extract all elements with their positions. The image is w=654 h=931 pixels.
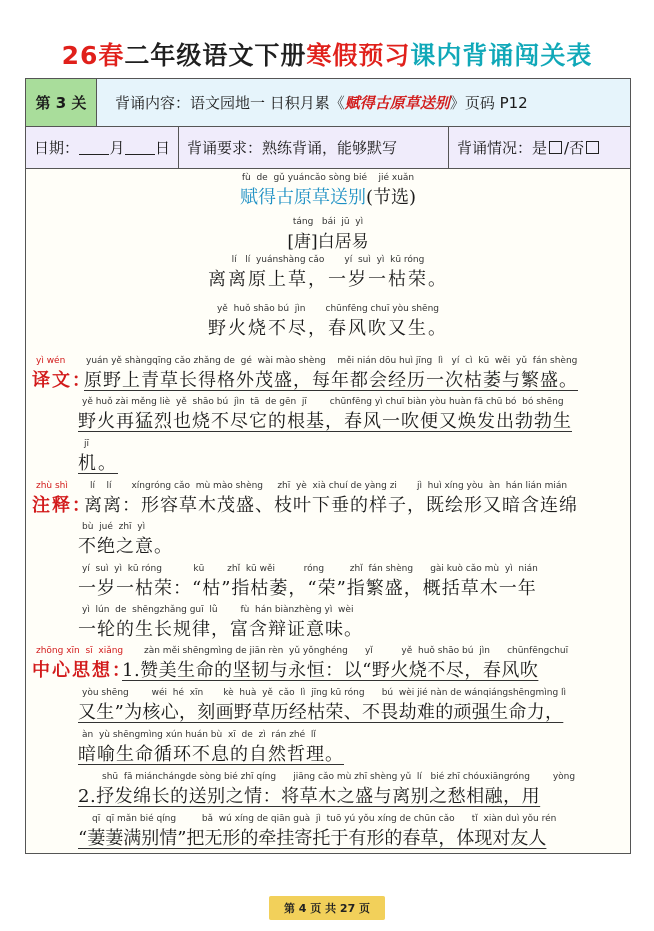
notes-line-4: 一轮的生长规律，富含辩证意味。 bbox=[78, 619, 363, 640]
theme-t5-pinyin: qī qī mǎn bié qíng bǎ wú xíng de qiān guà jì tuō yú yǒu xíng de chūn cǎo tǐ xiàn duì yǒu rén bbox=[92, 814, 557, 824]
author-pinyin: táng bái jū yì bbox=[292, 217, 364, 227]
header-row-1 bbox=[26, 79, 630, 127]
translation-label-pinyin: yì wén bbox=[36, 356, 66, 366]
translation-line-3: 机。 bbox=[78, 453, 118, 474]
title-year: 26 bbox=[61, 41, 99, 70]
page-ref: 》页码 P12 bbox=[449, 94, 528, 112]
content-cell bbox=[96, 79, 536, 126]
date-cell bbox=[26, 127, 178, 168]
notes-label: 注释： bbox=[32, 495, 92, 516]
translation-line-2: 野火再猛烈也烧不尽它的根基，春风一吹便又焕发出勃勃生 bbox=[78, 411, 572, 432]
day-blank[interactable] bbox=[125, 140, 155, 155]
poem-title-ref: 赋得古原草送别 bbox=[344, 94, 450, 112]
month-label: 月 bbox=[109, 139, 125, 157]
page-number-badge: 第 4 页 共 27 页 bbox=[269, 896, 385, 920]
notes-n1-pinyin: lí lí xíngróng cǎo mù mào shèng zhī yè xià chuí de yàng zi jì huì xíng yòu àn hán lián mián bbox=[90, 481, 568, 491]
theme-label-pinyin: zhōng xīn sī xiǎng bbox=[36, 646, 124, 656]
status-cell bbox=[448, 127, 630, 168]
status-no-label: /否 bbox=[564, 139, 585, 157]
yes-checkbox[interactable] bbox=[549, 141, 562, 154]
theme-line-1: 1.赞美生命的坚韧与永恒：以“野火烧不尽，春风吹 bbox=[122, 660, 539, 681]
notes-n3-pinyin: yí suì yì kū róng kū zhǐ kū wěi róng zhǐ fán shèng gài kuò cǎo mù yì nián bbox=[82, 564, 538, 574]
requirement-cell: 背诵要求：熟练背诵，能够默写 bbox=[178, 127, 448, 168]
theme-line-4: 2.抒发绵长的送别之情：将草木之盛与离别之愁相融，用 bbox=[78, 786, 541, 807]
header-row-2 bbox=[26, 127, 630, 169]
theme-t2-pinyin: yòu shēng wéi hé xīn kè huà yě cǎo lì jīng kū róng bú wèi jié nàn de wánqiángshēngmìng lì bbox=[82, 688, 567, 698]
notes-n4-pinyin: yì lún de shēngzhǎng guī lǜ fù hán biànzhèng yì wèi bbox=[82, 605, 354, 615]
date-label: 日期： bbox=[34, 139, 80, 157]
notes-line-2: 不绝之意。 bbox=[78, 536, 173, 557]
translation-l1-pinyin: yuán yě shàngqīng cǎo zhǎng de gé wài mào shèng měi nián dōu huì jīng lì yí cì kū wěi yǔ fán shèng bbox=[86, 356, 578, 366]
theme-t1-pinyin: zàn měi shēngmìng de jiān rèn yǔ yǒnghéng yǐ yě huǒ shāo bú jìn chūnfēngchuī bbox=[144, 646, 569, 656]
line2-text: 野火烧不尽，春风吹又生。 bbox=[208, 318, 448, 339]
notes-line-1: 离离：形容草木茂盛、枝叶下垂的样子，既绘形又暗含连绵 bbox=[84, 495, 578, 516]
title-season: 春 bbox=[98, 41, 125, 70]
line1-pinyin: lí lí yuánshàng cǎo yí suì yì kū róng bbox=[231, 255, 425, 265]
translation-l3-pinyin: jī bbox=[84, 439, 90, 449]
theme-line-2: 又生”为核心，刻画野草历经枯荣、不畏劫难的顽强生命力， bbox=[78, 702, 564, 723]
theme-t3-pinyin: àn yù shēngmìng xún huán bù xī de zì rán zhé lǐ bbox=[82, 730, 316, 740]
notes-n2-pinyin: bù jué zhī yì bbox=[82, 522, 146, 532]
theme-line-3: 暗喻生命循环不息的自然哲理。 bbox=[78, 744, 344, 765]
poem-title-suffix: (节选) bbox=[365, 187, 417, 208]
poem-title: 赋得古原草送别 bbox=[239, 187, 366, 208]
poem-author: [唐]白居易 bbox=[287, 232, 369, 252]
translation-line-1: 原野上青草长得格外茂盛，每年都会经历一次枯萎与繁盛。 bbox=[84, 370, 578, 391]
level-cell: 第 3 关 bbox=[26, 79, 96, 126]
theme-label: 中心思想： bbox=[32, 660, 132, 681]
title-preview: 寒假预习 bbox=[306, 41, 411, 70]
month-blank[interactable] bbox=[79, 140, 109, 155]
poem-title-block bbox=[26, 173, 630, 209]
content-text: 语文园地一 日积月累《 bbox=[190, 94, 345, 112]
poem-line-1 bbox=[26, 255, 630, 291]
status-label: 背诵情况：是 bbox=[457, 139, 548, 157]
line2-pinyin: yě huǒ shāo bú jìn chūnfēng chuī yòu shēng bbox=[216, 304, 439, 314]
recitation-table bbox=[25, 78, 631, 854]
title-table: 课内背诵闯关表 bbox=[410, 41, 593, 70]
translation-l2-pinyin: yě huǒ zài měng liè yě shāo bú jìn tā de gēn jī chūnfēng yì chuī biàn yòu huàn fā chū bó bó shēng bbox=[82, 397, 564, 407]
poem-title-pinyin: fù de gǔ yuáncǎo sòng bié jié xuǎn bbox=[241, 173, 415, 183]
content-label: 背诵内容： bbox=[115, 94, 191, 112]
title-grade: 二年级语文下册 bbox=[124, 41, 307, 70]
notes-line-3: 一岁一枯荣：“枯”指枯萎，“荣”指繁盛，概括草木一年 bbox=[78, 578, 537, 599]
day-label: 日 bbox=[154, 139, 170, 157]
theme-t4-pinyin: shū fā miánchángde sòng bié zhī qíng jiāng cǎo mù zhī shèng yǔ lí bié zhī chóuxiāngróng yòng bbox=[102, 772, 576, 782]
theme-line-5: “萋萋满别情”把无形的牵挂寄托于有形的春草，体现对友人 bbox=[78, 828, 547, 849]
notes-label-pinyin: zhù shì bbox=[36, 481, 68, 491]
line1-text: 离离原上草，一岁一枯荣。 bbox=[208, 269, 448, 290]
page-title bbox=[0, 36, 654, 72]
translation-label: 译文： bbox=[32, 370, 92, 391]
no-checkbox[interactable] bbox=[586, 141, 599, 154]
poem-line-2 bbox=[26, 304, 630, 340]
poem-author-block bbox=[26, 217, 630, 252]
